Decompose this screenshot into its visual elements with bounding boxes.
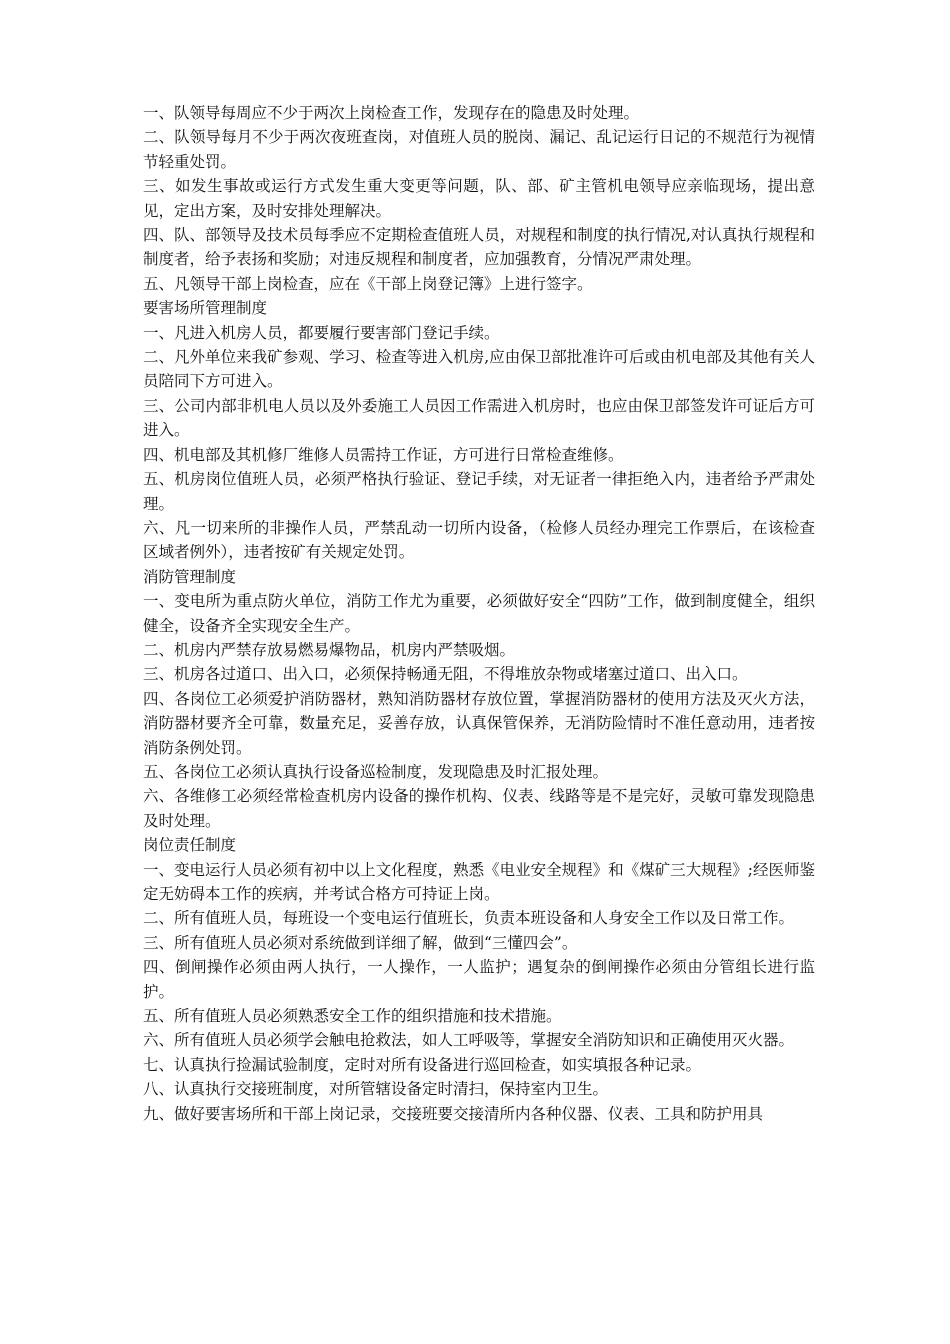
paragraph: 一、凡进入机房人员，都要履行要害部门登记手续。 <box>143 323 500 342</box>
section-fire-management <box>143 565 815 833</box>
paragraph: 八、认真执行交接班制度，对所管辖设备定时清扫，保持室内卫生。 <box>143 1080 609 1099</box>
paragraph: 五、所有值班人员必须熟悉安全工作的组织措施和技术措施。 <box>143 1007 562 1026</box>
paragraph: 四、各岗位工必须爱护消防器材，熟知消防器材存放位置，掌握消防器材的使用方法及灭火方法，消防器材要齐全可靠，数量充足，妥善存放，认真保管保养，无消防险情时不准任意动用，违者按消防条例处罚。 <box>143 689 815 757</box>
section-job-responsibility <box>143 833 815 1126</box>
paragraph: 六、各维修工必须经常检查机房内设备的操作机构、仪表、线路等是不是完好，灵敏可靠发现隐患及时处理。 <box>143 787 815 830</box>
paragraph: 一、变电所为重点防火单位，消防工作尤为重要，必须做好安全“四防”工作，做到制度健全，组织健全，设备齐全实现安全生产。 <box>143 592 815 635</box>
paragraph: 六、所有值班人员必须学会触电抢救法，如人工呼吸等，掌握安全消防知识和正确使用灭火器。 <box>143 1031 795 1050</box>
paragraph: 一、变电运行人员必须有初中以上文化程度，熟悉《电业安全规程》和《煤矿三大规程》;经医师鉴定无妨碍本工作的疾病，并考试合格方可持证上岗。 <box>143 860 815 903</box>
paragraph: 五、机房岗位值班人员，必须严格执行验证、登记手续，对无证者一律拒绝入内，违者给予严肃处理。 <box>143 470 815 513</box>
paragraph: 九、做好要害场所和干部上岗记录，交接班要交接清所内各种仪器、仪表、工具和防护用具 <box>143 1104 764 1123</box>
section-heading: 消防管理制度 <box>143 567 237 586</box>
section-key-area-management <box>143 296 815 564</box>
section-heading: 岗位责任制度 <box>143 836 237 855</box>
paragraph: 三、如发生事故或运行方式发生重大变更等问题，队、部、矿主管机电领导应亲临现场，提出意见，定出方案，及时安排处理解决。 <box>143 177 815 220</box>
paragraph: 二、机房内严禁存放易燃易爆物品，机房内严禁吸烟。 <box>143 640 516 659</box>
paragraph: 五、各岗位工必须认真执行设备巡检制度，发现隐患及时汇报处理。 <box>143 762 609 781</box>
paragraph: 二、队领导每月不少于两次夜班查岗，对值班人员的脱岗、漏记、乱记运行日记的不规范行为视情节轻重处罚。 <box>143 128 815 171</box>
section-heading: 要害场所管理制度 <box>143 299 268 318</box>
paragraph: 五、凡领导干部上岗检查，应在《干部上岗登记簿》上进行签字。 <box>143 274 593 293</box>
paragraph: 三、所有值班人员必须对系统做到详细了解，做到“三懂四会”。 <box>143 933 578 952</box>
paragraph: 一、队领导每周应不少于两次上岗检查工作，发现存在的隐患及时处理。 <box>143 104 640 122</box>
paragraph: 四、队、部领导及技术员每季应不定期检查值班人员，对规程和制度的执行情况,对认真执行规程和制度者，给予表扬和奖励；对违反规程和制度者，应加强教育，分情况严肃处理。 <box>143 226 815 269</box>
document-body <box>143 101 815 1126</box>
paragraph: 三、公司内部非机电人员以及外委施工人员因工作需进入机房时，也应由保卫部签发许可证后方可进入。 <box>143 396 815 440</box>
paragraph: 七、认真执行捡漏试验制度，定时对所有设备进行巡回检查，如实填报各种记录。 <box>143 1055 702 1074</box>
paragraph: 四、机电部及其机修厂维修人员需持工作证，方可进行日常检查维修。 <box>143 445 624 464</box>
section-leader-inspection <box>143 101 815 296</box>
paragraph: 二、凡外单位来我矿参观、学习、检查等进入机房,应由保卫部批准许可后或由机电部及其他有关人员陪同下方可进入。 <box>143 348 815 391</box>
paragraph: 六、凡一切来所的非操作人员，严禁乱动一切所内设备，（检修人员经办理完工作票后，在该检查区域者例外），违者按矿有关规定处罚。 <box>143 518 815 562</box>
paragraph: 二、所有值班人员，每班设一个变电运行值班长，负责本班设备和人身安全工作以及日常工作。 <box>143 909 795 928</box>
paragraph: 四、倒闸操作必须由两人执行，一人操作，一人监护；遇复杂的倒闸操作必须由分管组长进行监护。 <box>143 958 815 1001</box>
paragraph: 三、机房各过道口、出入口，必须保持畅通无阻，不得堆放杂物或堵塞过道口、出入口。 <box>143 665 748 684</box>
